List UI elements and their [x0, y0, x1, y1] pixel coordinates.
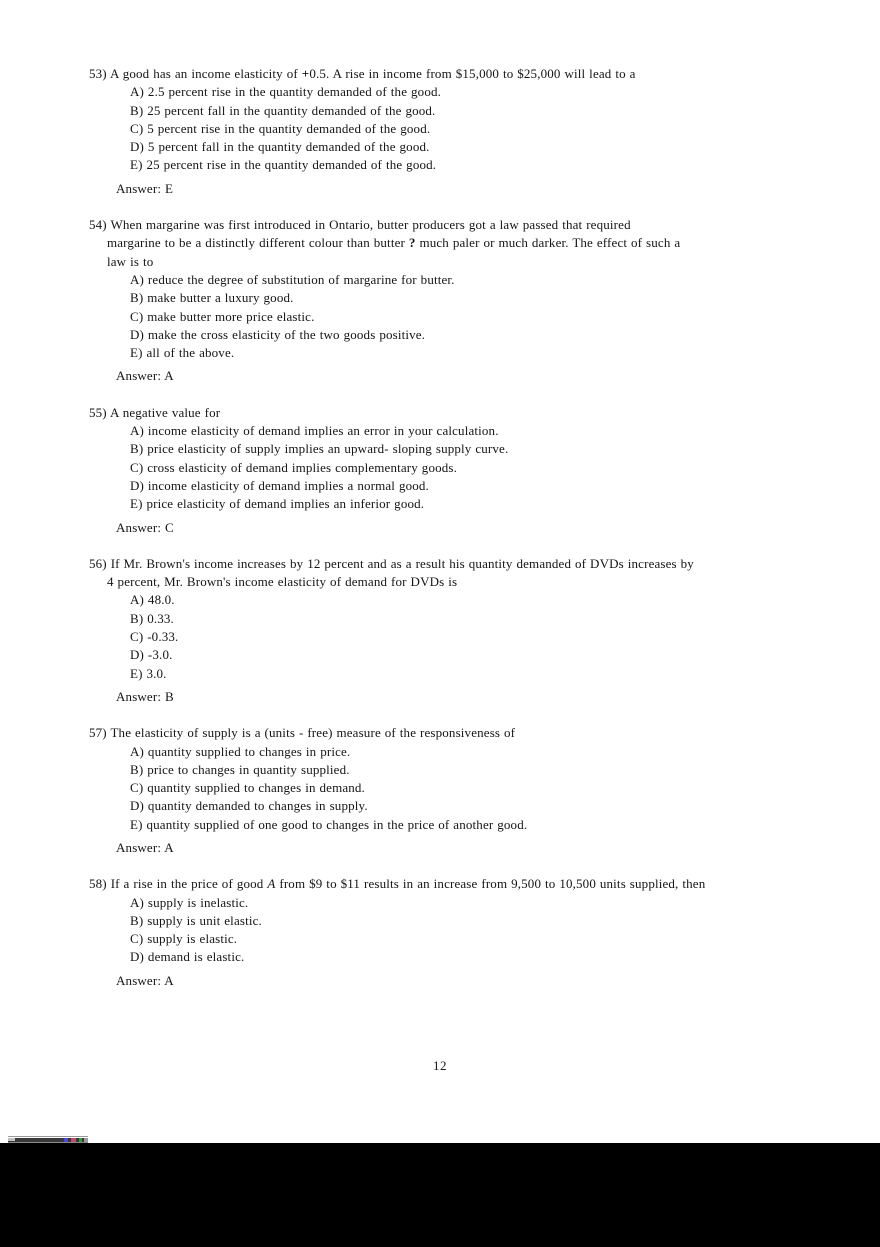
option: B) price elasticity of supply implies an upward- sloping supply curve. — [130, 441, 509, 457]
option: D) demand is elastic. — [130, 949, 245, 965]
question-stem — [89, 875, 804, 893]
option: A) 48.0. — [130, 592, 175, 608]
italic-good-a: A — [267, 876, 276, 892]
option: E) all of the above. — [130, 345, 235, 361]
option: C) make butter more price elastic. — [130, 308, 315, 324]
question-number: 54) — [89, 217, 107, 233]
option: A) supply is inelastic. — [130, 894, 249, 910]
option: C) quantity supplied to changes in demand. — [130, 780, 365, 796]
question-56 — [89, 555, 804, 706]
question-stem — [89, 65, 804, 83]
answer-line: Answer: A — [116, 368, 174, 384]
stem-text: If Mr. Brown's income increases by 12 percent and as a result his quantity demanded of DVDs increases by — [110, 555, 694, 571]
window-fragment-red-pixel — [71, 1138, 76, 1142]
question-55 — [89, 404, 804, 537]
option: D) quantity demanded to changes in supply. — [130, 798, 368, 814]
question-stem-line: margarine to be a distinctly different colour than butter ? much paler or much darker. The effect of such a — [107, 235, 681, 251]
window-fragment-notch — [8, 1138, 15, 1141]
option: D) -3.0. — [130, 647, 173, 663]
option: B) price to changes in quantity supplied. — [130, 761, 350, 777]
option: B) 0.33. — [130, 610, 174, 626]
option: D) 5 percent fall in the quantity demanded of the good. — [130, 139, 430, 155]
question-stem-line: 4 percent, Mr. Brown's income elasticity of demand for DVDs is — [107, 574, 458, 590]
answer-line: Answer: A — [116, 839, 174, 855]
question-number: 53) — [89, 66, 107, 81]
option: D) make the cross elasticity of the two goods positive. — [130, 326, 426, 342]
option: A) income elasticity of demand implies an error in your calculation. — [130, 423, 499, 439]
option: E) price elasticity of demand implies an inferior good. — [130, 496, 425, 512]
question-53 — [89, 65, 804, 198]
option: A) reduce the degree of substitution of margarine for butter. — [130, 271, 455, 287]
option: B) supply is unit elastic. — [130, 912, 262, 928]
question-stem — [89, 555, 804, 573]
window-fragment-top-edge — [8, 1136, 88, 1137]
minimized-window-fragment[interactable] — [8, 1136, 88, 1143]
question-stem — [89, 404, 804, 422]
question-57 — [89, 724, 804, 857]
option: A) 2.5 percent rise in the quantity demanded of the good. — [130, 84, 442, 100]
question-stem — [89, 724, 804, 742]
stem-text: When margarine was first introduced in Ontario, butter producers got a law passed that required — [110, 217, 631, 233]
window-fragment-blue-pixel — [64, 1138, 68, 1142]
option: E) 25 percent rise in the quantity demanded of the good. — [130, 157, 437, 173]
bold-question-mark: ? — [408, 235, 416, 251]
bold-plus: + — [301, 66, 310, 81]
stem-text: A good has an income elasticity of +0.5. A rise in income from $15,000 to $25,000 will lead to a — [109, 66, 636, 81]
stem-text: If a rise in the price of good A from $9 to $11 results in an increase from 9,500 to 10,500 units supplied, then — [110, 876, 706, 892]
option: C) 5 percent rise in the quantity demanded of the good. — [130, 120, 431, 136]
option: B) make butter a luxury good. — [130, 290, 294, 306]
option: C) supply is elastic. — [130, 931, 238, 947]
answer-line: Answer: B — [116, 688, 174, 704]
answer-line: Answer: E — [116, 180, 174, 196]
option: C) -0.33. — [130, 629, 179, 645]
question-number: 58) — [89, 876, 107, 892]
question-number: 56) — [89, 555, 107, 571]
option: A) quantity supplied to changes in price. — [130, 743, 351, 759]
question-number: 55) — [89, 404, 107, 420]
question-54 — [89, 216, 804, 386]
question-58 — [89, 875, 804, 990]
bottom-black-band — [0, 1143, 880, 1247]
question-stem — [89, 216, 804, 234]
option: E) 3.0. — [130, 665, 167, 681]
window-fragment-end-cap — [84, 1138, 88, 1142]
stem-text: A negative value for — [109, 404, 221, 420]
stem-text: The elasticity of supply is a (units - free) measure of the responsiveness of — [110, 725, 516, 741]
answer-line: Answer: A — [116, 972, 174, 988]
option: E) quantity supplied of one good to changes in the price of another good. — [130, 816, 528, 832]
question-number: 57) — [89, 725, 107, 741]
document-page — [89, 65, 804, 1008]
page-number: 12 — [433, 1058, 447, 1073]
option: B) 25 percent fall in the quantity demanded of the good. — [130, 102, 436, 118]
window-fragment-green-pixel — [79, 1138, 82, 1142]
option: C) cross elasticity of demand implies complementary goods. — [130, 459, 458, 475]
answer-line: Answer: C — [116, 519, 174, 535]
option: D) income elasticity of demand implies a normal good. — [130, 477, 429, 493]
question-stem-line: law is to — [107, 253, 154, 269]
